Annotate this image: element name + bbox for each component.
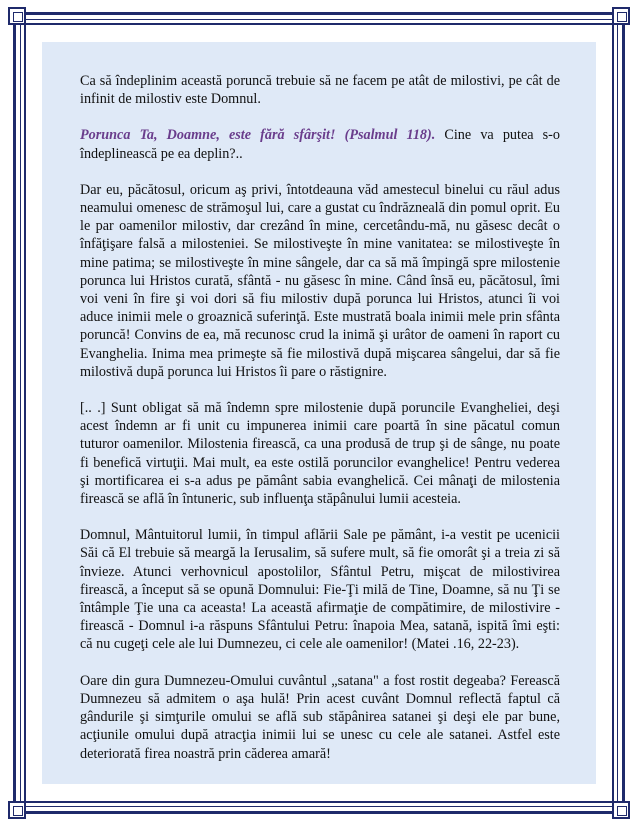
paragraph-2-text: Cine va putea s-o îndeplinească pe ea deplin?..: [80, 127, 560, 162]
paragraph-5: Domnul, Mântuitorul lumii, în timpul aflării Sale pe pământ, i-a vestit pe ucenicii Săi că El trebuie să meargă la Ierusalim, să sufere mult, să fie omorât şi a treia zi să învieze. Atunci verhovnicul apostolilor, Sfântul Petru, mişcat de milostivirea firească, a început să se opună Domnului: Fie-Ţi milă de Tine, Doamne, să nu Ţi se întâmple Ţie una ca aceasta! La această afirmaţie de compătimire, de milostivire - firească - Domnul i-a răspuns Sfântului Petru: înapoia Mea, satană, ispită îmi eşti: că nu cugeţi cele ale lui Dumnezeu, ci cele ale oamenilor! (Matei .16, 22-23).: [80, 527, 560, 653]
corner-ornament-bottom-left: [8, 801, 26, 819]
corner-ornament-top-left: [8, 7, 26, 25]
paragraph-6: Oare din gura Dumnezeu-Omului cuvântul „satana" a fost rostit degeaba? Ferească Dumnezeu să admitem o aşa hulă! Prin acest cuvânt Domnul reflectă faptul că gândurile şi simţurile omului se află sub stăpânirea satanei şi deşi ele par bune, acţiunile omului după atracţia inimii lui se unesc cu cele ale satanei. Astfel este deteriorată firea noastră prin căderea amară!: [80, 672, 560, 762]
paragraph-3: Dar eu, păcătosul, oricum aş privi, întotdeauna văd amestecul binelui cu răul adus neamului omenesc de strămoşul lui, care a gustat cu îndrăzneală din pomul oprit. Eu le par oamenilor milostiv, dar crezând în mine, cercetându-mă, nu găsesc decât o înfăţişare falsă a milosteniei. Se milostiveşte în mine vanitatea: se milostiveşte în mine patima; se milostiveşte în mine sângele, dar ca să mă împingă spre milostenie porunca lui Hristos curată, sfântă - nu găsesc în mine. Când însă eu, păcătosul, îmi voi veni în fire şi voi dori să fiu milostiv după porunca lui Hristos, atunci îi voi aduce inimii mele o groaznică suferinţă. Este mustrată boala inimii mele prin sfânta poruncă! Convins de ea, mă recunosc crud la inimă şi urâtor de oameni în raport cu Evanghelia. Inima mea primeşte să fie milostivă după mişcarea sângelui, dar să fie milostivă după porunca lui Hristos îi pare o răstignire.: [80, 181, 560, 380]
paragraph-2: [80, 126, 560, 162]
corner-ornament-top-right: [612, 7, 630, 25]
paragraph-4: [.. .] Sunt obligat să mă îndemn spre milostenie după poruncile Evangheliei, deşi acest îndemn ar fi unit cu impunerea inimii care poartă în sine păcatul comun tuturor oamenilor. Milostenia firească, ca una produsă de trup şi de sânge, nu poate fi benefică virtuţii. Mai mult, ea este ostilă poruncilor evanghelice! Pentru vederea şi mortificarea ei s-a adus pe pământ sabia evanghelică. Cei mânaţi de milostenia firească se află în întuneric, sub influenţa stăpânului lumii acesteia.: [80, 400, 560, 508]
psalm-quote: Porunca Ta, Doamne, este fără sfârşit! (Psalmul 118).: [80, 127, 436, 144]
paragraph-1: Ca să îndeplinim această poruncă trebuie să ne facem pe atât de milostivi, pe cât de infinit de milostiv este Domnul.: [80, 73, 560, 108]
document-body: [80, 72, 560, 781]
corner-ornament-bottom-right: [612, 801, 630, 819]
